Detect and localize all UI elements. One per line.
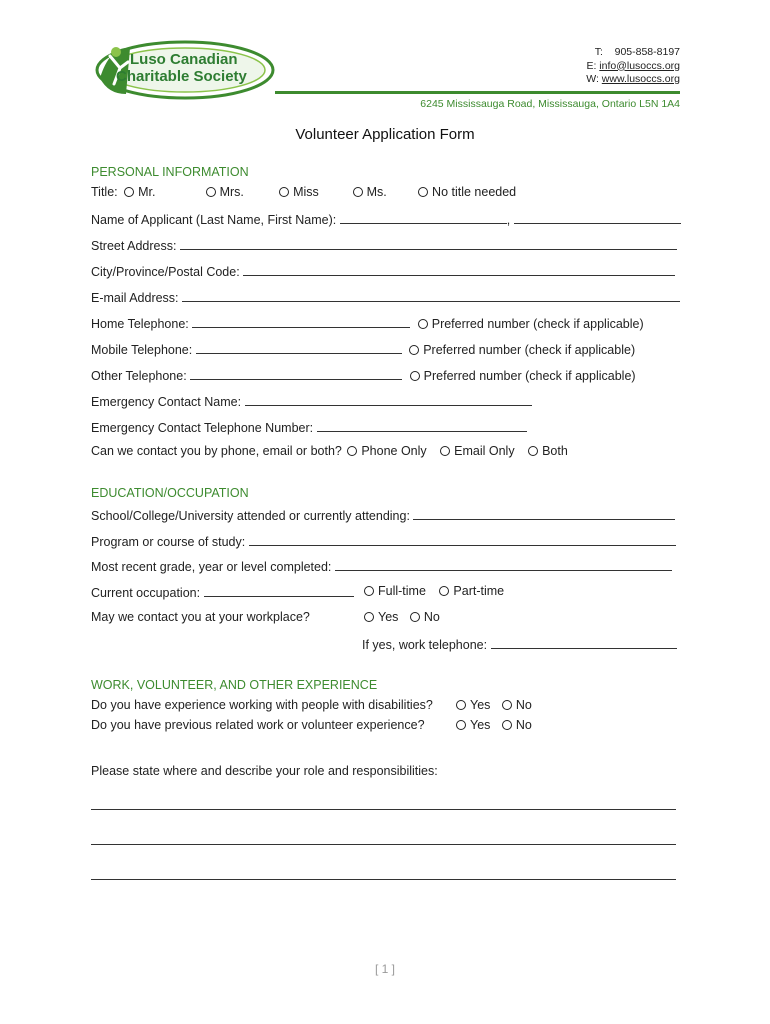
radio-icon[interactable] <box>410 612 420 622</box>
experience-options <box>456 718 532 732</box>
logo-text-line2: Charitable Society <box>116 68 247 85</box>
radio-icon[interactable] <box>456 720 466 730</box>
radio-icon[interactable] <box>364 612 374 622</box>
last-name-field[interactable] <box>340 211 507 224</box>
contact-option-both[interactable]: Both <box>528 444 568 458</box>
home-preferred-option[interactable]: Preferred number (check if applicable) <box>418 317 644 331</box>
page-title: Volunteer Application Form <box>295 126 475 143</box>
describe-line-2[interactable] <box>91 844 676 845</box>
section-heading-personal: PERSONAL INFORMATION <box>91 165 249 179</box>
emergency-name-row <box>91 393 532 409</box>
occupation-label: Current occupation: <box>91 586 201 600</box>
radio-icon[interactable] <box>456 700 466 710</box>
contact-method-row <box>91 444 568 458</box>
email-row <box>91 289 680 305</box>
contact-option-email[interactable]: Email Only <box>440 444 514 458</box>
radio-icon[interactable] <box>418 319 428 329</box>
street-label: Street Address: <box>91 239 177 253</box>
section-heading-education: EDUCATION/OCCUPATION <box>91 486 249 500</box>
occupation-field[interactable] <box>204 584 354 597</box>
experience-option-yes[interactable]: Yes <box>456 718 490 732</box>
contact-option-phone[interactable]: Phone Only <box>347 444 426 458</box>
city-row <box>91 263 675 279</box>
describe-line-1[interactable] <box>91 809 676 810</box>
street-field[interactable] <box>180 237 677 250</box>
other-preferred-option[interactable]: Preferred number (check if applicable) <box>410 369 636 383</box>
school-row <box>91 507 675 523</box>
describe-label: Please state where and describe your role and responsibilities: <box>91 764 438 778</box>
home-phone-field[interactable] <box>192 315 410 328</box>
email-label: E-mail Address: <box>91 291 179 305</box>
title-option-miss[interactable]: Miss <box>279 185 329 199</box>
title-option-ms[interactable]: Ms. <box>353 185 395 199</box>
mobile-preferred-option[interactable]: Preferred number (check if applicable) <box>409 343 635 357</box>
title-option-mr[interactable]: Mr. <box>124 185 182 199</box>
occupation-row <box>91 584 354 600</box>
grade-field[interactable] <box>335 558 672 571</box>
title-option-mrs[interactable]: Mrs. <box>206 185 256 199</box>
occupation-option-full-time[interactable]: Full-time <box>364 584 426 598</box>
section-heading-experience: WORK, VOLUNTEER, AND OTHER EXPERIENCE <box>91 678 378 692</box>
disabilities-question: Do you have experience working with people with disabilities? <box>91 698 433 712</box>
radio-icon[interactable] <box>124 187 134 197</box>
occupation-option-part-time[interactable]: Part-time <box>439 584 504 598</box>
workplace-option-no[interactable]: No <box>410 610 440 624</box>
contact-web: W: www.lusoccs.org <box>586 73 680 85</box>
disabilities-option-no[interactable]: No <box>502 698 532 712</box>
describe-line-3[interactable] <box>91 879 676 880</box>
emergency-name-label: Emergency Contact Name: <box>91 395 242 409</box>
emergency-name-field[interactable] <box>245 393 532 406</box>
radio-icon[interactable] <box>364 586 374 596</box>
program-field[interactable] <box>249 533 676 546</box>
radio-icon[interactable] <box>279 187 289 197</box>
mobile-phone-label: Mobile Telephone: <box>91 343 193 357</box>
emergency-phone-field[interactable] <box>317 419 527 432</box>
other-phone-field[interactable] <box>190 367 402 380</box>
street-row <box>91 237 677 253</box>
email-link[interactable]: info@lusoccs.org <box>599 59 680 72</box>
name-label: Name of Applicant (Last Name, First Name): <box>91 213 337 227</box>
workplace-options <box>364 610 440 624</box>
radio-icon[interactable] <box>528 446 538 456</box>
logo-text-line1: Luso Canadian <box>130 51 238 68</box>
disabilities-option-yes[interactable]: Yes <box>456 698 490 712</box>
home-phone-row <box>91 315 644 331</box>
grade-label: Most recent grade, year or level completed: <box>91 560 332 574</box>
name-row: Name of Applicant (Last Name, First Name): , <box>91 211 681 227</box>
school-label: School/College/University attended or currently attending: <box>91 509 410 523</box>
workplace-option-yes[interactable]: Yes <box>364 610 398 624</box>
contact-email: E: info@lusoccs.org <box>586 59 680 72</box>
radio-icon[interactable] <box>410 371 420 381</box>
page-number: [ 1 ] <box>374 962 395 976</box>
city-field[interactable] <box>243 263 675 276</box>
radio-icon[interactable] <box>353 187 363 197</box>
work-phone-label: If yes, work telephone: <box>362 638 488 652</box>
emergency-phone-row <box>91 419 527 435</box>
program-row <box>91 533 676 549</box>
web-link[interactable]: www.lusoccs.org <box>601 73 680 85</box>
email-field[interactable] <box>182 289 680 302</box>
contact-block <box>586 46 680 87</box>
mobile-phone-row <box>91 341 635 357</box>
school-field[interactable] <box>413 507 675 520</box>
mobile-phone-field[interactable] <box>196 341 402 354</box>
home-phone-label: Home Telephone: <box>91 317 189 331</box>
work-phone-field[interactable] <box>491 636 677 649</box>
program-label: Program or course of study: <box>91 535 246 549</box>
city-label: City/Province/Postal Code: <box>91 265 240 279</box>
emergency-phone-label: Emergency Contact Telephone Number: <box>91 421 314 435</box>
header-rule <box>275 91 680 94</box>
workplace-question: May we contact you at your workplace? <box>91 610 310 624</box>
experience-question: Do you have previous related work or volunteer experience? <box>91 718 425 732</box>
radio-icon[interactable] <box>439 586 449 596</box>
radio-icon[interactable] <box>409 345 419 355</box>
radio-icon[interactable] <box>206 187 216 197</box>
work-phone-row <box>362 636 677 652</box>
contact-phone: T: 905-858-8197 <box>594 46 680 58</box>
radio-icon[interactable] <box>418 187 428 197</box>
disabilities-options <box>456 698 532 712</box>
occupation-options <box>364 584 504 598</box>
radio-icon[interactable] <box>502 700 512 710</box>
experience-option-no[interactable]: No <box>502 718 532 732</box>
grade-row <box>91 558 672 574</box>
first-name-field[interactable] <box>514 211 681 224</box>
other-phone-row <box>91 367 636 383</box>
other-phone-label: Other Telephone: <box>91 369 187 383</box>
radio-icon[interactable] <box>347 446 357 456</box>
contact-method-label: Can we contact you by phone, email or both? <box>91 444 342 458</box>
title-label: Title: <box>91 185 118 199</box>
radio-icon[interactable] <box>502 720 512 730</box>
header-address: 6245 Mississauga Road, Mississauga, Ontario L5N 1A4 <box>420 98 680 110</box>
radio-icon[interactable] <box>440 446 450 456</box>
title-row <box>91 185 536 199</box>
title-option-none[interactable]: No title needed <box>418 185 516 199</box>
